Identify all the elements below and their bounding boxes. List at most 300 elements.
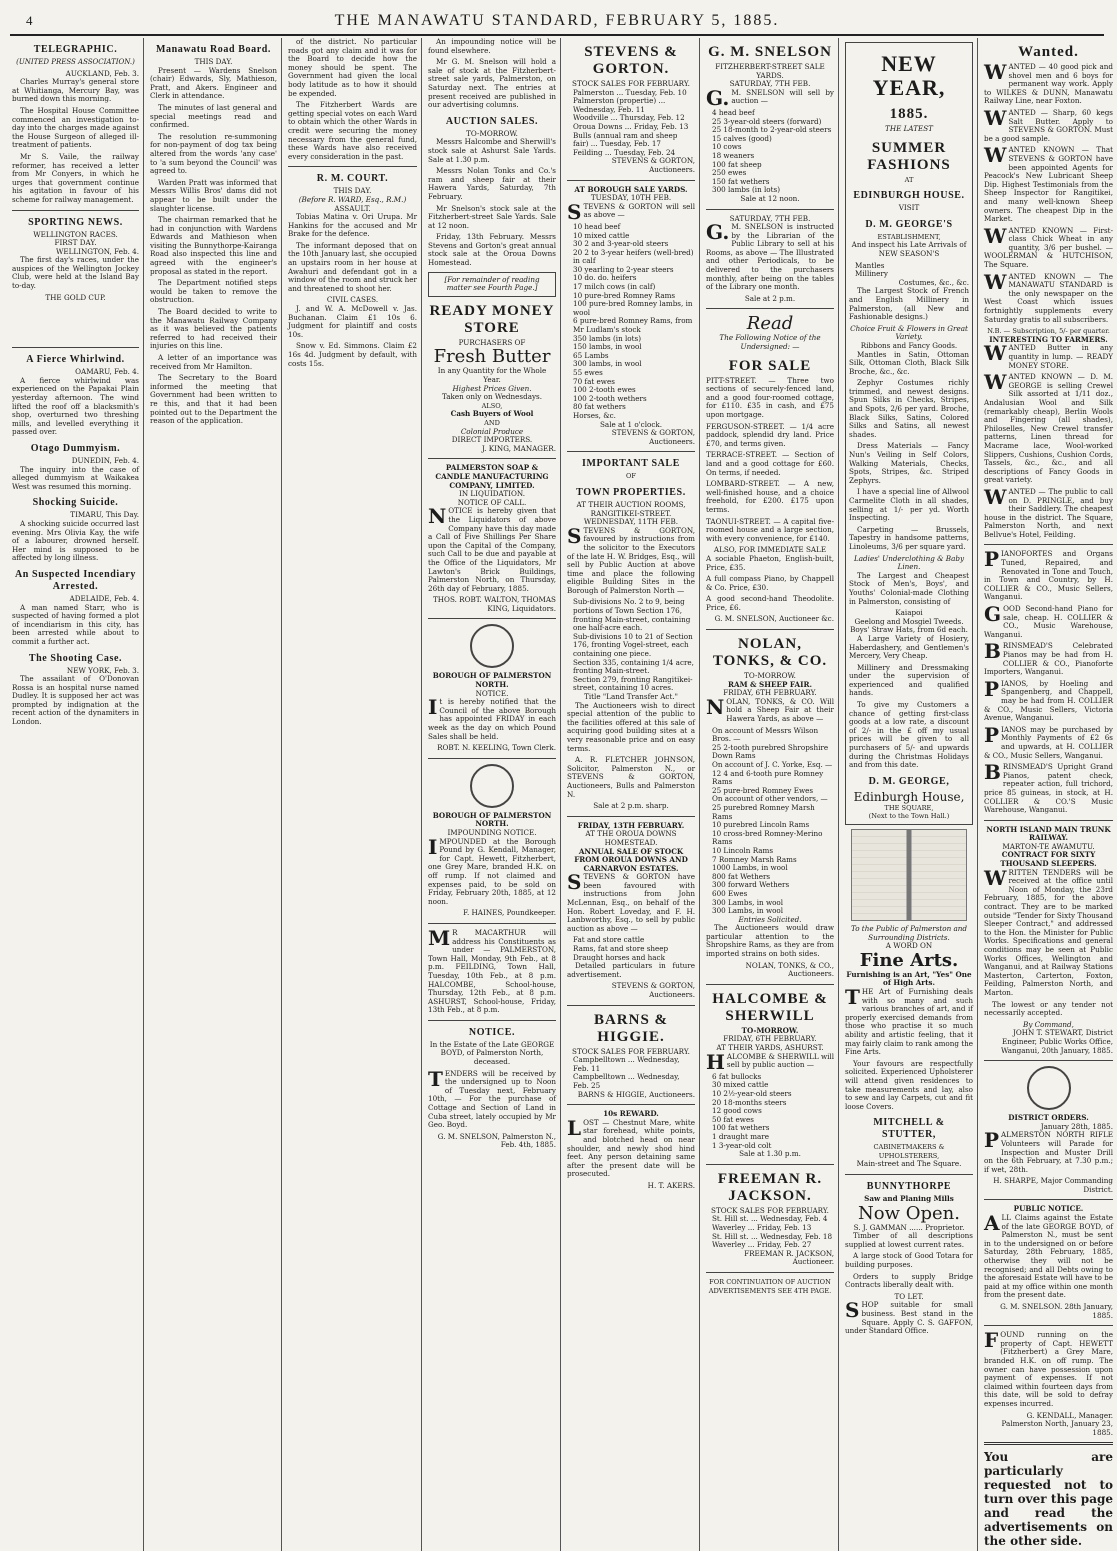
list-item: 20 2 to 3-year heifers (well-bred) in calf bbox=[573, 247, 694, 266]
geelong: Geelong and Mosgiel Tweeds. bbox=[854, 616, 964, 626]
list-item: Fat and store cattle bbox=[573, 935, 645, 945]
list-item: 10 Lincoln Rams bbox=[712, 845, 774, 855]
props-list bbox=[567, 598, 695, 693]
borough-heading: BOROUGH OF PALMERSTON NORTH. bbox=[432, 671, 552, 690]
macarthur-paragraph: MR MACARTHUR will address his Constituents as under — PALMERSTON, Town Hall, Monday, 9th Feb., at 8 p.m. FEILDING, Town Hall, Tuesday, 10th Feb., at 8 p.m. HALCOMBE, School-house, Thursday, 12th Feb., at 8 p.m. ASHURST, School-house, Friday, 13th Feb., at 8 p.m. bbox=[428, 925, 556, 1015]
road-board-paragraph: The minutes of last general and special meetings read and confirmed. bbox=[150, 102, 277, 130]
snelson-signature: G. M. SNELSON, Palmerston N., Feb. 4th, 1885. bbox=[437, 1131, 556, 1150]
frj-list bbox=[706, 1215, 834, 1249]
poundkeeper: F. HAINES, Poundkeeper. bbox=[463, 908, 556, 918]
pn-signature: G. M. SNELSON. 28th January, 1885. bbox=[1000, 1302, 1113, 1320]
place-auckland: AUCKLAND, Feb. 3. bbox=[65, 68, 139, 78]
hs-yards: AT THEIR YARDS, ASHURST. bbox=[716, 1043, 824, 1053]
heading-whirlwind: A Fierce Whirlwind. bbox=[26, 354, 125, 366]
road-board-continued: The Fitzherbert Wards are getting special votes on each Ward to obtain which the other Wards in credit were securing the money necessary from the general fund, these Wards have also received every consideration in the past. bbox=[288, 100, 417, 161]
masthead bbox=[10, 8, 1104, 36]
hs-friday: FRIDAY, 6TH FEBRUARY. bbox=[723, 1034, 817, 1044]
list-item: 50 fat ewes bbox=[712, 1114, 754, 1124]
ntc-paragraph-2: The Auctioneers would draw particular attention to the Shropshire Rams, as they are from imported strains on both sides. bbox=[706, 923, 834, 959]
ny-paragraph: Mantles in Satin, Ottoman Silk, Ottoman Cloth, Black Silk Broche, &c., &c. bbox=[849, 349, 969, 376]
cash-buyers: Cash Buyers of Wool bbox=[450, 409, 534, 419]
list-item: 300 forward Wethers bbox=[712, 880, 790, 890]
court-paragraph: The informant deposed that on the 10th January last, she occupied an upstairs room in her house at Awahuri and defendant got in a window of the room and struck her and threatened to shoot her. bbox=[288, 240, 417, 293]
heading-road-board: Manawatu Road Board. bbox=[155, 44, 272, 55]
at-label: AT bbox=[904, 175, 914, 184]
orders-signature: H. SHARPE, Major Commanding District. bbox=[993, 1176, 1113, 1194]
gamman-proprietor: S. J. GAMMAN ...... Proprietor. bbox=[853, 1222, 965, 1232]
dmg-heading: D. M. GEORGE'S bbox=[865, 218, 953, 230]
ny-paragraph: Zephyr Costumes richly trimmed, and newest designs. Spun Silks in Checks, Stripes, and Spots, 2/6 per yard. Broche, Black Silks, Satins, Colored Silks and Satins, all newest shades. bbox=[849, 378, 969, 439]
ms-address: Main-street and The Square. bbox=[856, 1159, 962, 1169]
friday-13: FRIDAY, 13TH FEBRUARY. bbox=[577, 820, 685, 830]
list-item: St. Hill st. ... Wednesday, Feb. 18 bbox=[712, 1231, 833, 1241]
hs-list bbox=[706, 1073, 834, 1150]
list-item: 30 2 and 3-year-old steers bbox=[573, 239, 669, 249]
heading-sporting: SPORTING NEWS. bbox=[28, 216, 123, 228]
auction-paragraph: Messrs Nolan Tonks and Co.'s ram and sheep fair at their Hawera Yards, Saturday, 7th February. bbox=[428, 166, 556, 201]
gms-sub: FITZHERBERT-STREET SALE YARDS. bbox=[715, 62, 825, 80]
wanted-ad: WANTED KNOWN — That STEVENS & GORTON have been appointed Agents for Peacock's New Lubricant Sheep Dip. Highest Testimonials from the Sheep Inspector for Rangitikei, and many well-known Sheep owners. The cheapest Dip in the Market. bbox=[984, 143, 1113, 224]
gamman-paragraph: A large stock of Good Totara for building purposes. bbox=[845, 1251, 973, 1270]
ny-paragraph: Carpeting — Brussels, Tapestry in handsome patterns, Linoleums, 3/6 per square yard. bbox=[849, 524, 969, 551]
list-item: Section 335, containing 1/4 acre, fronting Main-street. bbox=[573, 657, 694, 676]
library-paragraph: G.M. SNELSON is instructed by the Librarian of the Public Library to sell at his Rooms, as above — The Illustrated and other Periodicals, to be delivered to the purchasers monthly, after being on the tables of the Library one month. bbox=[706, 220, 834, 292]
read-heading: Read bbox=[746, 313, 794, 335]
list-item: Palmerston ... Tuesday, Feb. 10 bbox=[573, 87, 687, 97]
stewart-signature: JOHN T. STEWART, District Engineer, Public Works Office, Wanganui, 20th January, 1885. bbox=[1000, 1028, 1113, 1055]
akers-signature: H. T. AKERS. bbox=[647, 1180, 695, 1190]
ram-fair: RAM & SHEEP FAIR. bbox=[728, 679, 812, 689]
list-item: Campbelltown ... Wednesday, Feb. 11 bbox=[573, 1055, 680, 1073]
newspaper-title: THE MANAWATU STANDARD, FEBRUARY 5, 1885. bbox=[334, 12, 780, 29]
ny-paragraph: The Largest and Cheapest Stock of Men's, Boys', and Youths' Colonial-made Clothing in Palmerston, consisting of bbox=[849, 570, 969, 606]
list-item: 300 Lambs, in wool bbox=[712, 897, 784, 907]
wanted-heading: Wanted. bbox=[1018, 44, 1079, 60]
page-number: 4 bbox=[26, 13, 35, 28]
list-item: 300 lambs (in lots) bbox=[712, 185, 781, 195]
list-item: 30 mixed cattle bbox=[712, 1080, 769, 1090]
list-item: 25 pure-bred Romney Ewes bbox=[712, 785, 814, 795]
wednesday-date: WEDNESDAY, 11TH FEB. bbox=[583, 517, 679, 527]
railway-paragraph: WRITTEN TENDERS will be received at the office until Noon of Monday, the 23rd February, 1885, for the above contract. They are to be marked outside "Tender for Sixty Thousand Sleeper Contract," and addressed to the Hon. the Minister for Public Works. Specifications and general conditions may be seen at Public Works Offices, Wellington and Wanganui, and at Railway Stations Masterton, Carterton, Foxton, Feilding, Palmerston North, and Marton. bbox=[984, 865, 1113, 997]
town-properties: TOWN PROPERTIES. bbox=[576, 486, 686, 498]
divider bbox=[288, 166, 417, 167]
court-this-day: THIS DAY. bbox=[333, 186, 372, 196]
oroua-paragraph: STEVENS & GORTON have been favoured with instructions from John McLennan, Esq., on behalf of the Hon. Robert Loveday, and F. H. Lanbworthy, Esq., to sell by public auction as above — bbox=[567, 870, 695, 933]
list-item: 1 3-year-old colt bbox=[712, 1140, 772, 1150]
title-label: Title "Land Transfer Act." bbox=[584, 692, 678, 701]
divider bbox=[428, 758, 556, 759]
sale-noon: Sale at 12 noon. bbox=[740, 193, 800, 203]
halcombe-sherwill-heading: HALCOMBE & SHERWILL bbox=[712, 990, 828, 1024]
list-item: 15 calves (good) bbox=[712, 133, 772, 143]
list-item: 10 purebred Lincoln Rams bbox=[712, 820, 810, 830]
gms-paragraph: G.M. SNELSON will sell by auction — bbox=[706, 85, 834, 110]
ny-paragraph: A Large Variety of Hosiery, Haberdashery, and Gentlemen's Mercery, Very Cheap. bbox=[849, 633, 969, 661]
wanted-ad: WANTED KNOWN — The MANAWATU STANDARD is the only newspaper on the West Coast which issues fortnightly supplements every Saturday gratis to all subscribers. bbox=[984, 269, 1113, 324]
nolan-tonks-heading: NOLAN, TONKS, & CO. bbox=[712, 636, 828, 670]
list-item: 600 Ewes bbox=[712, 888, 748, 898]
list-item: 55 ewes bbox=[573, 368, 603, 377]
contract-heading: CONTRACT FOR SIXTY THOUSAND SLEEPERS. bbox=[1000, 850, 1097, 869]
list-item: 30 yearling to 2-year steers bbox=[573, 264, 674, 274]
bh-signature: BARNS & HIGGIE, Auctioneers. bbox=[577, 1089, 695, 1099]
word-on: A WORD ON bbox=[885, 941, 933, 951]
next-to-town-hall: (Next to the Town Hall.) bbox=[868, 812, 950, 821]
list-item: 12 4 and 6-tooth pure Romney Rams bbox=[712, 768, 824, 787]
road-board-paragraph: The chairman remarked that he had in conjunction with Wardens Edwards and Mathieson when visiting the Bunnythorpe-Kairanga Road also inspected this line and agreed with the engineer's proposal as stated in the report. bbox=[150, 215, 277, 276]
for-sale-list bbox=[706, 377, 834, 544]
heading-shooting: The Shooting Case. bbox=[28, 652, 123, 664]
assault-heading: ASSAULT. bbox=[334, 203, 371, 213]
borough-yards: AT BOROUGH SALE YARDS. bbox=[574, 184, 688, 194]
heading-dummyism: Otago Dummyism. bbox=[30, 443, 121, 454]
list-item: Section 279, fronting Rangitikei-street, containing 10 acres. bbox=[573, 674, 693, 693]
heading-telegraphic: TELEGRAPHIC. bbox=[33, 44, 118, 55]
divider bbox=[428, 618, 556, 619]
borough-paragraph: It is hereby notified that the Council of the above Borough has appointed FRIDAY in each week as the day on which Pound Sales shall be held. bbox=[428, 695, 556, 741]
list-item: 7 Romney Marsh Rams bbox=[712, 854, 797, 864]
new-year-advert bbox=[845, 42, 973, 825]
impound-heading: BOROUGH OF PALMERSTON NORTH. bbox=[432, 810, 552, 829]
notice-paragraph: In the Estate of the Late GEORGE BOYD, of Palmerston North, deceased. bbox=[429, 1039, 555, 1067]
column-court bbox=[284, 38, 422, 1551]
list-item: PITT-STREET. — Three two sections of securely-fenced land, and a good four-roomed cottage, for £110. £35 in cash, and £75 upon mortgage. bbox=[706, 375, 834, 419]
divider bbox=[706, 1272, 834, 1273]
hs-sale: Sale at 1.30 p.m. bbox=[739, 1149, 801, 1159]
race-results-block bbox=[12, 302, 139, 342]
auction-rooms: AT THEIR AUCTION ROOMS, RANGITIKEI-STREET. bbox=[576, 499, 686, 518]
ms-sub: CABINETMAKERS & UPHOLSTERERS, bbox=[873, 1143, 945, 1160]
ny-paragraph: Dress Materials — Fancy Nun's Veiling in Self Colors, Walking Materials, Checks, Spots, Stripes, &c. Striped Zephyrs. bbox=[849, 441, 969, 485]
wanted-ad: WANTED — 40 good pick and shovel men and 6 boys for permanent way work. Apply to WILKES & DUNN, Manawatu Railway Line, near Foxton. bbox=[984, 60, 1113, 106]
list-item: Sub-divisions 10 to 21 of Section 176, fronting Vogel-street, each containing one piece. bbox=[573, 631, 693, 659]
list-item: 10 pure-bred Romney Rams bbox=[573, 290, 676, 300]
visit-label: VISIT bbox=[898, 203, 920, 213]
ntc-signature: NOLAN, TONKS, & CO., Auctioneers. bbox=[745, 960, 834, 979]
immediate-list bbox=[706, 555, 834, 613]
the-square: THE SQUARE, bbox=[884, 803, 934, 812]
remainder-note: [For remainder of reading matter see Fourth Page.] bbox=[428, 272, 556, 297]
column-road-board bbox=[146, 38, 282, 1551]
for-sale-heading: FOR SALE bbox=[728, 357, 812, 374]
divider bbox=[984, 1442, 1113, 1445]
gold-cup: THE GOLD CUP. bbox=[45, 292, 106, 302]
rms-also: ALSO, bbox=[481, 401, 503, 410]
soap-notice: NOTICE is hereby given that the Liquidators of above Company have this day made a Call of Five Shillings Per Share upon the Capital of the Company, such Call to be due and payable at the Office of the Liquidators, Mr Lawton's Brick Buildings, Palmerston North, on Thursday, 26th day of February, 1885. bbox=[428, 504, 556, 593]
divider bbox=[984, 1060, 1113, 1061]
first-day: FIRST DAY. bbox=[54, 238, 97, 248]
impound-sub: IMPOUNDING NOTICE. bbox=[447, 828, 537, 837]
dmg-signature: D. M. GEORGE, bbox=[868, 775, 950, 787]
sale-two: Sale at 2 p.m. bbox=[744, 293, 796, 303]
list-item: 18 weaners bbox=[712, 150, 755, 160]
heading-rm-court: R. M. COURT. bbox=[316, 173, 389, 185]
divider bbox=[706, 984, 834, 985]
local-paragraph: Mr G. M. Snelson will hold a sale of stock at the Fitzherbert-street sale yards, Palmerston, on Saturday next. The entries at present received are published in our advertising columns. bbox=[428, 57, 556, 110]
kaiapoi: Kaiapoi bbox=[895, 608, 923, 618]
ntc-tomorrow: TO-MORROW. bbox=[744, 671, 796, 681]
borough-notice: NOTICE. bbox=[475, 688, 509, 698]
rms-sub: PURCHASERS OF bbox=[458, 337, 526, 347]
tomorrow-label: TO-MORROW. bbox=[466, 128, 518, 138]
bunnythorpe-heading: BUNNYTHORPE bbox=[866, 1181, 952, 1193]
lost-paragraph: LOST — Chestnut Mare, white star forehead, white points, and blotched head on near shoulder, and newly shod hind feet. Any person detaining same after the present date will be prosecuted. bbox=[567, 1115, 695, 1179]
sporting-paragraph: The first day's races, under the auspices of the Wellington Jockey Club, were held at the Island Bay to-day. bbox=[12, 255, 139, 291]
freeman-jackson-heading: FREEMAN R. JACKSON. bbox=[717, 1170, 823, 1204]
ny-paragraph: And inspect his Late Arrivals of NEW SEASON'S bbox=[851, 240, 967, 258]
sg3-signature: STEVENS & GORTON, Auctioneers. bbox=[611, 428, 695, 446]
list-item: 10 do. do. heifers bbox=[573, 273, 637, 283]
bed-illustration-icon bbox=[851, 829, 967, 921]
list-item: 4 head beef bbox=[712, 107, 755, 117]
subscription-note: N.B. — Subscription, 5/- per quarter. bbox=[987, 327, 1110, 336]
gms-signature: G. M. SNELSON, Auctioneer &c. bbox=[714, 614, 834, 624]
kendall-signature: G. KENDALL, Manager. Palmerston North, January 23, 1885. bbox=[1001, 1410, 1113, 1437]
underclothing: Ladies' Underclothing & Baby Linen. bbox=[853, 553, 965, 572]
borough-seal-icon bbox=[470, 764, 514, 808]
list-item: Rams, fat and store sheep bbox=[573, 944, 669, 954]
rms-prices: Highest Prices Given. bbox=[452, 383, 532, 393]
divider bbox=[984, 1199, 1113, 1200]
auction-paragraph: Friday, 13th February. Messrs Stevens and Gorton's great annual stock sale at the Oroua Downs Homestead. bbox=[428, 232, 556, 268]
court-paragraph: J. and W. A. McDowell v. Jas. Buchanan. Claim £1 10s 6. Judgment for plaintiff and costs 10s. bbox=[288, 304, 417, 339]
ny-paragraph: I have a special line of Allwool Carmelite Cloth in all shades, selling at 1/- per yd. Worth Inspecting. bbox=[849, 487, 969, 523]
piano-ad: BRINSMEAD'S Upright Grand Pianos, patent check, repeater action, full trichord, price 85 guineas, in stock, at H. COLLIER & CO.'S Music Warehouse, Wanganui. bbox=[984, 760, 1113, 815]
list-item: 100 2-tooth ewes bbox=[573, 385, 636, 395]
list-item: A good second-hand Theodolite. Price, £6. bbox=[706, 594, 834, 612]
gamman-paragraph: Orders to supply Bridge Contracts liberally dealt with. bbox=[845, 1271, 973, 1290]
list-item: 300 Lambs, in wool bbox=[712, 906, 784, 916]
list-item: 80 fat wethers bbox=[573, 402, 626, 412]
court-paragraph: Snow v. Ed. Simmons. Claim £2 16s 4d. Judgment by default, with costs 15s. bbox=[288, 341, 417, 368]
saturday-7: SATURDAY, 7TH FEB. bbox=[729, 213, 811, 223]
road-board-paragraph: The Board decided to write to the Manawatu Railway Company as it was believed the patients referred to had received their injuries on this line. bbox=[150, 307, 277, 351]
public-heading: To the Public of Palmerston and Surrounding Districts. bbox=[850, 924, 968, 942]
place-timaru: TIMARU, This Day. bbox=[70, 510, 139, 520]
sg-sales-list bbox=[567, 89, 695, 158]
list-item: On account of other vendors, — bbox=[712, 794, 828, 804]
list-item: 25 3-year-old steers (forward) bbox=[712, 116, 822, 126]
list-item: Waverley ... Friday, Feb. 27 bbox=[712, 1240, 812, 1250]
divider bbox=[706, 629, 834, 630]
place-oamaru: OAMARU, Feb. 4. bbox=[75, 367, 139, 377]
continuation-note: FOR CONTINUATION OF AUCTION ADVERTISEMENTS SEE 4TH PAGE. bbox=[708, 1277, 832, 1295]
piano-ad: PIANOS, by Hoeling and Spangenberg, and Chappell, may be had from H. COLLIER & CO., Music Sellers, Victoria Avenue, Wanganui. bbox=[984, 676, 1113, 723]
ready-money-store-heading: READY MONEY STORE bbox=[429, 302, 555, 336]
crest-icon bbox=[1027, 1066, 1071, 1110]
divider bbox=[428, 1020, 556, 1021]
friday-6: FRIDAY, 6TH FEBRUARY. bbox=[723, 688, 817, 698]
auction-paragraph: Messrs Halcombe and Sherwill's stock sale at Ashurst Sale Yards. Sale at 1.30 p.m. bbox=[428, 137, 556, 164]
list-item: 25 2-tooth purebred Shropshire Down Rams bbox=[712, 742, 829, 761]
immediate-sale: ALSO, FOR IMMEDIATE SALE bbox=[713, 545, 827, 555]
piano-ad: PIANOS may be purchased by Monthly Payments of £2 6s and upwards, at H. COLLIER & CO., Music Sellers, Wanganui. bbox=[984, 722, 1113, 760]
list-item: TERRACE-STREET. — Section of land and a good cottage for £60. On terms, if needed. bbox=[706, 450, 834, 477]
piano-ad: PIANOFORTES and Organs Tuned, Repaired, and Renovated in Tone and Touch, in Town and Country, by H. COLLIER & CO., Music Sellers, Wanganui. bbox=[984, 547, 1113, 602]
list-item: A full compass Piano, by Chappell & Co. Price, £30. bbox=[706, 574, 834, 592]
list-item: Campbelltown ... Wednesday, Feb. 25 bbox=[573, 1072, 680, 1090]
piano-ad: BRINSMEAD'S Celebrated Pianos may be had from H. COLLIER & CO., Pianoforte Importers, Wanganui. bbox=[984, 639, 1113, 677]
ny-paragraph: The Largest Stock of French and English Millinery in Palmerston, (all New and Fashionable designs.) bbox=[849, 286, 969, 322]
impound-paragraph: IMPOUNDED at the Borough Pound by G. Kendall, Manager, for Capt. Hewett, Fitzherbert, one Grey Mare, branded H.K. on off rump. If not claimed and expenses paid, to be sold on Friday, February 20th, 1885, at 12 noon. bbox=[428, 834, 556, 906]
farmers-heading: INTERESTING TO FARMERS. bbox=[989, 334, 1108, 344]
list-item: 25 purebred Romney Marsh Rams bbox=[712, 802, 815, 821]
column-stevens-gorton bbox=[563, 38, 700, 1551]
divider bbox=[567, 451, 695, 452]
hs-paragraph: HALCOMBE & SHERWILL will sell by public auction — bbox=[706, 1049, 834, 1074]
tuesday-date: TUESDAY, 10TH FEB. bbox=[590, 193, 672, 203]
saw-mills: Saw and Planing Mills bbox=[864, 1194, 954, 1204]
liquidators: THOS. ROBT. WALTON, THOMAS KING, Liquidators. bbox=[432, 595, 556, 613]
ny-paragraph: Millinery and Dressmaking under the supervision of experienced and qualified hands. bbox=[849, 662, 969, 698]
furnishing-heading: Furnishing is an Art, "Yes" One of High Arts. bbox=[846, 969, 972, 988]
place-wellington: WELLINGTON, Feb. 4. bbox=[55, 246, 139, 256]
sale-at-one: Sale at 1 o'clock. bbox=[600, 419, 662, 429]
place-adelaide: ADELAIDE, Feb. 4. bbox=[69, 593, 139, 603]
list-item: 800 fat Wethers bbox=[712, 871, 771, 881]
public-notice-paragraph: ALL Claims against the Estate of the late GEORGE BOYD, of Palmerston N., must be sent in to the undersigned on or before Saturday, 28th February, 1885, otherwise they will not be recognised; and all Debts owing to the aforesaid Estate will have to be paid at my office within one month from the present date. bbox=[984, 1211, 1113, 1300]
notice-of-call: NOTICE OF CALL. bbox=[457, 497, 527, 507]
frj-signature: FREEMAN R. JACKSON, Auctioneer. bbox=[744, 1248, 834, 1267]
read-sub: The Following Notice of the Undersigned: — bbox=[719, 333, 821, 352]
direct-importers: DIRECT IMPORTERS. bbox=[451, 435, 533, 445]
ntc-paragraph: NOLAN, TONKS, & CO. Will hold a Sheep Fair at their Hawera Yards, as above — bbox=[706, 694, 834, 724]
list-item: 100 fat wethers bbox=[712, 1123, 770, 1133]
road-board-paragraph: The Secretary to the Board informed the meeting that Government had been written to re this, and that it had been pointed out to the Department the reason of the application. bbox=[150, 373, 277, 426]
list-item: Bulls (annual ram and sheep fair) ... Tuesday, Feb. 17 bbox=[573, 130, 678, 149]
divider bbox=[984, 544, 1113, 545]
this-day: THIS DAY. bbox=[194, 57, 233, 66]
colonial-produce: Colonial Produce bbox=[460, 426, 524, 436]
list-item: Waverley ... Friday, Feb. 13 bbox=[712, 1222, 812, 1232]
list-item: 100 pure-bred Romney lambs, in wool bbox=[573, 299, 693, 317]
court-paragraph: Tobias Matina v. Ori Urupa. Mr Hankins for the accused and Mr Brake for the defence. bbox=[288, 212, 417, 239]
list-item: FERGUSON-STREET. — 1/4 acre paddock, splendid dry land. Price £70, and terms given. bbox=[706, 421, 834, 448]
incendiary-paragraph: A man named Starr, who is suspected of having formed a plot of incendiarism in this city, has been arrested while about to commit a further act. bbox=[12, 602, 139, 646]
civil-heading: CIVIL CASES. bbox=[326, 295, 379, 305]
list-item: 250 ewes bbox=[712, 168, 747, 178]
telegraph-paragraph: The Hospital House Committee commenced an investigation to-day into the charges made against the House Surgeon of alleged ill-treatment of patients. bbox=[12, 105, 139, 150]
edinburgh-house-sig: Edinburgh House, bbox=[853, 789, 965, 804]
road-board-paragraph: The Department notified steps would be taken to remove the obstruction. bbox=[150, 278, 277, 305]
latest: THE LATEST bbox=[885, 124, 933, 133]
divider bbox=[12, 347, 139, 348]
column-edinburgh-house bbox=[841, 38, 978, 1551]
road-board-paragraph: A letter of an importance was received from Mr Hamilton. bbox=[150, 353, 277, 371]
list-item: Horses, &c. bbox=[573, 410, 616, 420]
divider bbox=[984, 820, 1113, 821]
column-snelson-nolan bbox=[702, 38, 839, 1551]
frj-sub: STOCK SALES FOR FEBRUARY. bbox=[711, 1205, 829, 1215]
auction-paragraph: Mr Snelson's stock sale at the Fitzherbert-street Sale Yards. Sale at 12 noon. bbox=[428, 203, 556, 230]
new-year-heading: NEW YEAR, bbox=[872, 51, 946, 100]
divider bbox=[567, 180, 695, 181]
boys-hats: Boys' Straw Hats, from 6d each. bbox=[850, 625, 968, 635]
district-orders: DISTRICT ORDERS. bbox=[1008, 1113, 1089, 1123]
list-item: 10 cows bbox=[712, 142, 742, 152]
list-item: 100 2-tooth wethers bbox=[573, 393, 647, 403]
list-item: TAONUI-STREET. — A capital five-roomed house and a large section, with every convenience, for £140. bbox=[706, 516, 834, 543]
mitchell-stutter-heading: MITCHELL & STUTTER, bbox=[873, 1117, 945, 1141]
sg-signature: STEVENS & GORTON, Auctioneers. bbox=[611, 156, 695, 174]
piano-ad: GOOD Second-hand Piano for sale, cheap. H. COLLIER & CO., Music Warehouse, Wanganui. bbox=[984, 602, 1113, 639]
rms-and: AND bbox=[484, 419, 500, 427]
sg4-signature: STEVENS & GORTON, Auctioneers. bbox=[611, 981, 695, 999]
divider bbox=[428, 458, 556, 459]
bh-sub: STOCK SALES FOR FEBRUARY. bbox=[572, 1046, 690, 1056]
by-command: By Command, bbox=[1023, 1019, 1074, 1029]
orders-paragraph: PALMERSTON NORTH RIFLE Volunteers will Parade for Inspection and Muster Drill on the 6th February, at 7.30 p.m.; if wet, 28th. bbox=[984, 1128, 1113, 1174]
gamman-paragraph: Timber of all descriptions supplied at lowest current rates. bbox=[845, 1231, 973, 1249]
list-item: Costumes, &c., &c. bbox=[898, 277, 969, 287]
list-item: 6 pure-bred Romney Rams, from Mr Ludlam's stock bbox=[573, 316, 693, 335]
list-item: 70 fat ewes bbox=[573, 376, 615, 386]
railway-heading: NORTH ISLAND MAIN TRUNK RAILWAY. bbox=[986, 824, 1111, 843]
road-board-paragraph: The resolution re-summoning for non-payment of dog tax being altered from the words 'any case' to 'a sum beyond the Council' was agreed to. bbox=[150, 131, 277, 176]
whirlwind-paragraph: A fierce whirlwind was experienced on the Papakai Plain yesterday afternoon. The wind lifted the roof off a blacksmith's shop, overturned two threshing mills, and levelled everything it passed over. bbox=[12, 375, 139, 437]
divider bbox=[12, 210, 139, 211]
list-item: A sociable Phaeton, English-built, Price, £35. bbox=[706, 553, 834, 572]
fletcher-johnson: A. R. FLETCHER JOHNSON, Solicitor, Palmerston N., or STEVENS & GORTON, Auctioneers, Bulls and Palmerston N. bbox=[567, 755, 695, 799]
dateline: (UNITED PRESS ASSOCIATION.) bbox=[16, 58, 135, 66]
divider bbox=[706, 1164, 834, 1165]
list-item: 10 head beef bbox=[573, 221, 621, 231]
turn-page-request: You are particularly requested not to turn over this page and read the advertisements on the other side. bbox=[984, 1450, 1113, 1549]
choice-fruit: Choice Fruit & Flowers in Great Variety. bbox=[850, 323, 968, 342]
bh-list bbox=[567, 1056, 695, 1090]
orders-date: January 28th, 1885. bbox=[1040, 1121, 1113, 1131]
newspaper-columns bbox=[8, 37, 1113, 1549]
list-item: 300 lambs, in wool bbox=[573, 359, 642, 369]
gms-heading: G. M. SNELSON bbox=[708, 44, 832, 60]
list-item: Oroua Downs ... Friday, Feb. 13 bbox=[573, 121, 689, 131]
sporting-sub: WELLINGTON RACES. bbox=[33, 229, 118, 239]
divider bbox=[567, 816, 695, 817]
list-item: 20 18-months steers bbox=[712, 1097, 787, 1107]
fine-arts-paragraph: Your favours are respectfully solicited. Experienced Upholsterer will attend given residences to take measurements and lay, also to sew and lay Carpets, cut and fit loose Covers. bbox=[845, 1058, 973, 1111]
list-item: 350 lambs (in lots) bbox=[573, 333, 642, 343]
rms-text: In any Quantity for the Whole Year. bbox=[437, 366, 547, 385]
notice-heading: NOTICE. bbox=[468, 1026, 516, 1038]
list-item: 65 Lambs bbox=[573, 350, 609, 360]
list-item: 1 draught mare bbox=[712, 1131, 770, 1141]
now-open: Now Open. bbox=[858, 1202, 960, 1224]
heading-incendiary: An Suspected Incendiary Arrested. bbox=[14, 568, 137, 592]
town-clerk: ROBT. N. KEELING, Town Clerk. bbox=[437, 743, 556, 753]
list-item: 10 cross-bred Romney-Merino Rams bbox=[712, 828, 823, 847]
divider bbox=[567, 1104, 695, 1105]
goods-list bbox=[849, 262, 969, 288]
oroua-homestead: AT THE OROUA DOWNS HOMESTEAD. bbox=[585, 829, 677, 847]
suicide-paragraph: A shocking suicide occurred last evening. Mrs Olivia Kay, the wife of a labourer, drowned herself. Her mind is supposed to be affected by long illness. bbox=[12, 518, 139, 563]
of-label: OF bbox=[626, 472, 636, 481]
divider bbox=[706, 308, 834, 309]
list-item: Mantles bbox=[855, 260, 885, 270]
edinburgh-house-heading: EDINBURGH HOUSE. bbox=[853, 190, 965, 202]
divider bbox=[706, 209, 834, 210]
important-sale: IMPORTANT SALE bbox=[582, 458, 680, 470]
place-new-york: NEW YORK, Feb. 3. bbox=[66, 665, 139, 675]
wanted-ad: WANTED KNOWN — D. M. GEORGE is selling Crewel Silk assorted at 1/11 doz., Andalusian Wool and Silk (remarkably cheap), Berlin Wools and Fingering (all shades), Philoselles, New Crewel transfer patterns, Linen thread for Macrame lace, Wool-worked Slippers, Cushions, Cushion Cords, Tassels, &c., &c., and all descriptions of Fancy Goods in great variety. bbox=[984, 370, 1113, 485]
summer-fashions: SUMMER FASHIONS bbox=[867, 139, 951, 173]
list-item: Feilding ... Tuesday, Feb. 24 bbox=[573, 147, 676, 157]
shooting-paragraph: The assailant of O'Donovan Rossa is an hospital nurse named Dudley. It is supposed her act was prompted by indignation at the recent action of the dynamiters in London. bbox=[12, 674, 139, 727]
list-item: 17 milch cows (in calf) bbox=[573, 282, 656, 292]
borough-seal-icon bbox=[470, 624, 514, 668]
list-item: LOMBARD-STREET. — A new, well-finished house, and a choice freehold, for £200. £175 upon terms. bbox=[706, 479, 834, 514]
road-board-paragraph: Present — Wardens Snelson (chair) Edwards, Sly, Mathieson, Pratt, and Akers. Engineer and Clerk in attendance. bbox=[150, 65, 277, 101]
